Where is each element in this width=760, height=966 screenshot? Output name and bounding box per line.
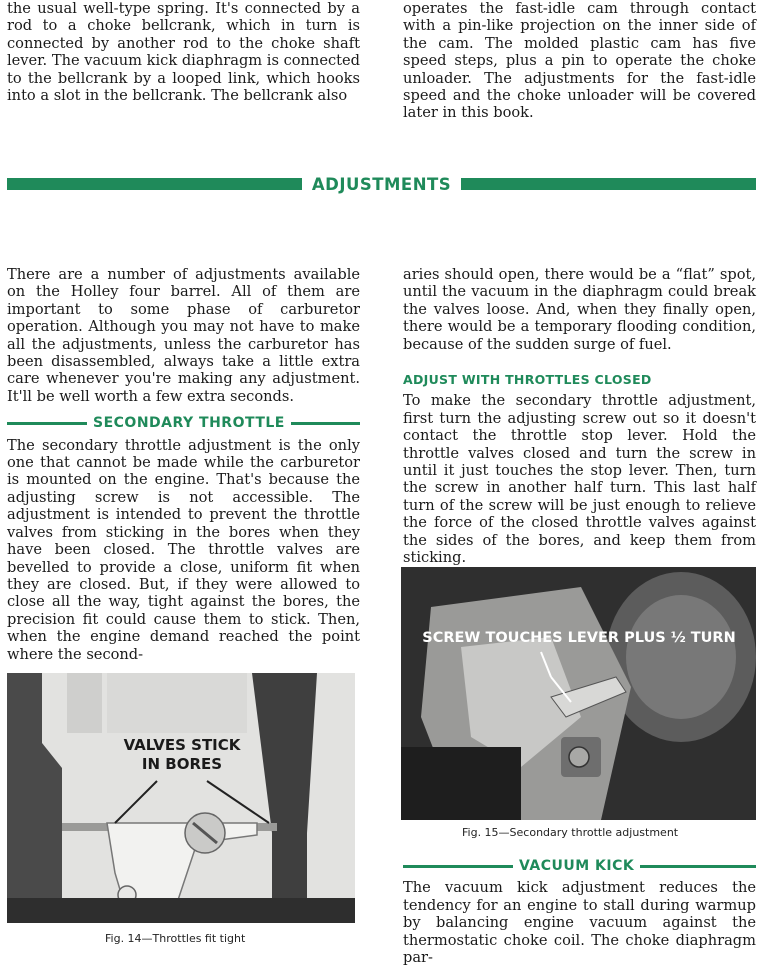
top-right-paragraph: operates the fast-idle cam through contact with a pin-like projection on the inner side of the cam. The molded plastic cam has five speed steps, plus a pin to operate the choke unloader. The adjustments for the fast-idle speed and the choke unloader will be covered later in this book. bbox=[403, 0, 756, 122]
carburetor-photo-illustration bbox=[401, 567, 756, 820]
intro-paragraph: There are a number of adjustments available on the Holley four barrel. All of them are important to some phase of carburetor operation. Although you may not have to make all the adjustments, unless the carburetor has been disassembled, always take a little extra care whenever you're making any adjustment. It'll be well worth a few extra seconds. bbox=[7, 266, 360, 405]
heading-rule-left bbox=[7, 422, 87, 425]
vacuum-kick-paragraph: The vacuum kick adjustment reduces the tendency for an engine to stall during warmup by balancing engine vacuum against the thermostatic choke coil. The choke diaphragm par- bbox=[403, 879, 756, 966]
continuation-paragraph: aries should open, there would be a “flat” spot, until the vacuum in the diaphragm could break the valves loose. And, when they finally open, there would be a temporary flooding condition, because of the sudden surge of fuel. bbox=[403, 266, 756, 353]
top-left-column bbox=[7, 0, 360, 104]
fig15-caption: Fig. 15—Secondary throttle adjustment bbox=[462, 826, 679, 839]
adjust-paragraph: To make the secondary throttle adjustment, first turn the adjusting screw out so it doesn't contact the throttle stop lever. Hold the throttle valves closed and turn the screw in until it just touches the stop lever. Then, turn the screw in another half turn. This last half turn of the screw will be just enough to relieve the force of the closed throttle valves against the sides of the bores, and keep them from sticking. bbox=[403, 392, 756, 567]
banner-bar-left bbox=[7, 178, 302, 190]
adjustments-banner bbox=[7, 175, 756, 193]
vacuum-kick-heading bbox=[403, 858, 756, 875]
fig14-label-line1: VALVES STICK bbox=[123, 736, 241, 754]
fig15-photo bbox=[401, 567, 756, 820]
throttle-valve-illustration bbox=[7, 673, 355, 923]
fig14-caption: Fig. 14—Throttles fit tight bbox=[105, 932, 246, 945]
vacuum-heading-rule-left bbox=[403, 865, 513, 868]
vacuum-heading-rule-right bbox=[640, 865, 756, 868]
top-right-column bbox=[403, 0, 756, 122]
bottom-right-column bbox=[403, 858, 756, 966]
banner-title: ADJUSTMENTS bbox=[311, 174, 452, 194]
vacuum-kick-heading-text: VACUUM KICK bbox=[519, 858, 635, 874]
secondary-throttle-heading bbox=[7, 415, 360, 432]
secondary-throttle-heading-text: SECONDARY THROTTLE bbox=[93, 415, 285, 432]
fig15-label: SCREW TOUCHES LEVER PLUS ½ TURN bbox=[422, 630, 736, 646]
mid-left-column bbox=[7, 266, 360, 663]
heading-rule-right bbox=[291, 422, 360, 425]
top-left-paragraph: the usual well-type spring. It's connected by a rod to a choke bellcrank, which in turn is connected by another rod to the choke shaft lever. The vacuum kick diaphragm is connected to the bellcrank by a looped link, which hooks into a slot in the bellcrank. The bellcrank also bbox=[7, 0, 360, 105]
fig14-photo bbox=[7, 673, 355, 923]
secondary-throttle-paragraph: The secondary throttle adjustment is the only one that cannot be made while the carburetor is mounted on the engine. That's because the adjusting screw is not accessible. The adjustment is intended to prevent the throttle valves from sticking in the bores when they have been closed. The throttle valves are bevelled to provide a close, uniform fit when they are closed. But, if they were allowed to close all the way, tight against the bores, the precision fit could cause them to stick. Then, when the engine demand reached the point where the second- bbox=[7, 436, 360, 663]
banner-bar-right bbox=[461, 178, 756, 190]
adjust-heading: ADJUST WITH THROTTLES CLOSED bbox=[403, 372, 652, 388]
mid-right-column bbox=[403, 266, 756, 567]
fig14-label-line2: IN BORES bbox=[141, 755, 223, 773]
